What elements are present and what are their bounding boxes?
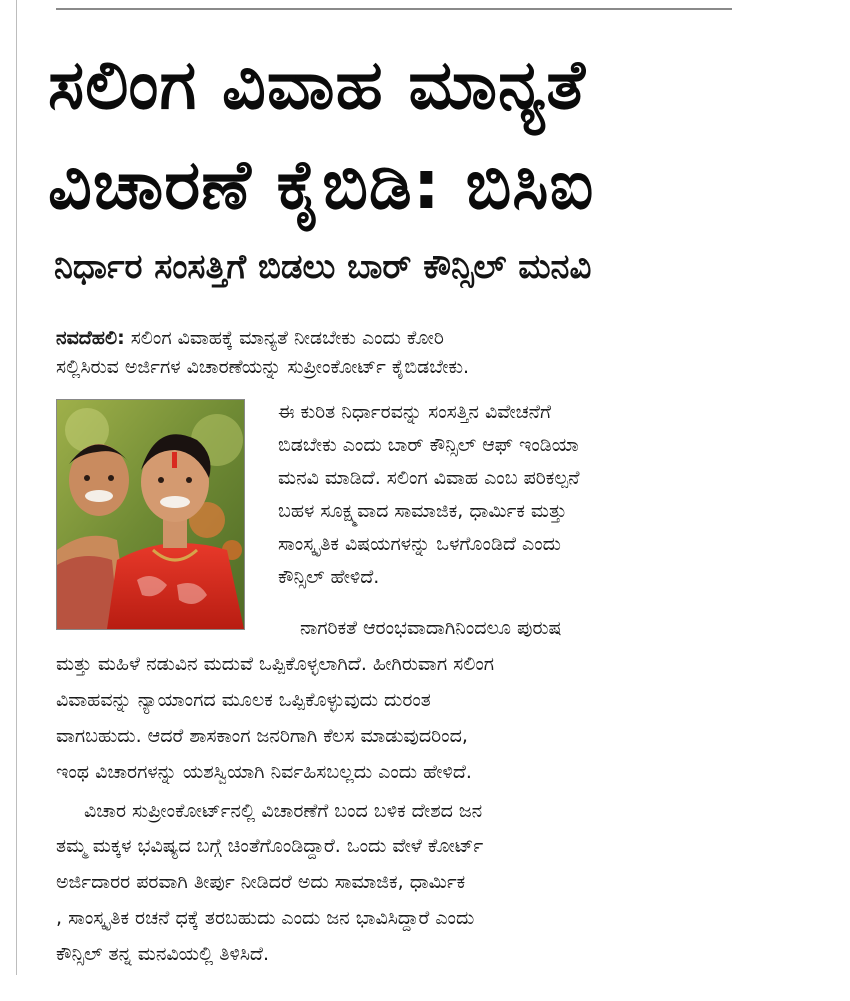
body-line-14: ವಿಚಾರ ಸುಪ್ರೀಂಕೋರ್ಟ್‌ನಲ್ಲಿ ವಿಚಾರಣೆಗೆ ಬಂದ ಬಳಿಕ ದೇಶದ ಜನ [84,800,483,822]
body-line-6: ಬಹಳ ಸೂಕ್ಷ್ಮವಾದ ಸಾಮಾಜಿಕ, ಧಾರ್ಮಿಕ ಮತ್ತು [278,500,567,522]
body-line-11: ವಿವಾಹವನ್ನು ನ್ಯಾಯಾಂಗದ ಮೂಲಕ ಒಪ್ಪಿಕೊಳ್ಳುವುದು ದುರಂತ [56,689,431,711]
body-line-1 [56,322,736,354]
top-rule [56,8,732,10]
dateline: ನವದೆಹಲಿ: [56,327,125,349]
body-line-8: ಕೌನ್ಸಿಲ್ ಹೇಳಿದೆ. [278,566,380,588]
column-divider [16,0,17,975]
body-line-5: ಮನವಿ ಮಾಡಿದೆ. ಸಲಿಂಗ ವಿವಾಹ ಎಂಬ ಪರಿಕಲ್ಪನೆ [278,467,580,489]
headline-line-2: ವಿಚಾರಣೆ ಕೈಬಿಡಿ: ಬಿಸಿಐ [48,146,595,225]
headline-line-1: ಸಲಿಂಗ ವಿವಾಹ ಮಾನ್ಯತೆ [48,46,586,125]
body-line-17: , ಸಾಂಸ್ಕೃತಿಕ ರಚನೆ ಧಕ್ಕೆ ತರಬಹುದು ಎಂದು ಜನ ಭಾವಿಸಿದ್ದಾರೆ ಎಂದು [56,907,475,929]
body-line-13: ಇಂಥ ವಿಚಾರಗಳನ್ನು ಯಶಸ್ವಿಯಾಗಿ ನಿರ್ವಹಿಸಬಲ್ಲದು ಎಂದು ಹೇಳಿದೆ. [56,761,472,783]
body-line-10: ಮತ್ತು ಮಹಿಳೆ ನಡುವಿನ ಮದುವೆ ಒಪ್ಪಿಕೊಳ್ಳಲಾಗಿದೆ. ಹೀಗಿರುವಾಗ ಸಲಿಂಗ [56,653,495,675]
body-line-9: ನಾಗರಿಕತೆ ಆರಂಭವಾದಾಗಿನಿಂದಲೂ ಪುರುಷ [300,617,562,639]
subheadline: ನಿರ್ಧಾರ ಸಂಸತ್ತಿಗೆ ಬಿಡಲು ಬಾರ್ ಕೌನ್ಸಿಲ್ ಮನವಿ [54,247,592,287]
body-line-16: ಅರ್ಜಿದಾರರ ಪರವಾಗಿ ತೀರ್ಪು ನೀಡಿದರೆ ಅದು ಸಾಮಾಜಿಕ, ಧಾರ್ಮಿಕ [56,871,466,893]
body-line-18: ಕೌನ್ಸಿಲ್ ತನ್ನ ಮನವಿಯಲ್ಲಿ ತಿಳಿಸಿದೆ. [56,943,269,965]
body-line-1-text: ಸಲಿಂಗ ವಿವಾಹಕ್ಕೆ ಮಾನ್ಯತೆ ನೀಡಬೇಕು ಎಂದು ಕೋರಿ [130,327,444,349]
body-line-2: ಸಲ್ಲಿಸಿರುವ ಅರ್ಜಿಗಳ ವಿಚಾರಣೆಯನ್ನು ಸುಪ್ರೀಂಕೋರ್ಟ್ ಕೈಬಿಡಬೇಕು. [56,356,470,378]
news-photo [56,399,245,630]
body-line-3: ಈ ಕುರಿತ ನಿರ್ಧಾರವನ್ನು ಸಂಸತ್ತಿನ ವಿವೇಚನೆಗೆ [278,401,552,423]
body-line-4: ಬಿಡಬೇಕು ಎಂದು ಬಾರ್ ಕೌನ್ಸಿಲ್ ಆಫ್ ಇಂಡಿಯಾ [278,434,579,456]
body-line-15: ತಮ್ಮ ಮಕ್ಕಳ ಭವಿಷ್ಯದ ಬಗ್ಗೆ ಚಿಂತೆಗೊಂಡಿದ್ದಾರೆ. ಒಂದು ವೇಳೆ ಕೋರ್ಟ್ [56,835,484,857]
body-line-7: ಸಾಂಸ್ಕೃತಿಕ ವಿಷಯಗಳನ್ನು ಒಳಗೊಂಡಿದೆ ಎಂದು [278,533,561,555]
body-line-12: ವಾಗಬಹುದು. ಆದರೆ ಶಾಸಕಾಂಗ ಜನರಿಗಾಗಿ ಕೆಲಸ ಮಾಡುವುದರಿಂದ, [56,725,468,747]
